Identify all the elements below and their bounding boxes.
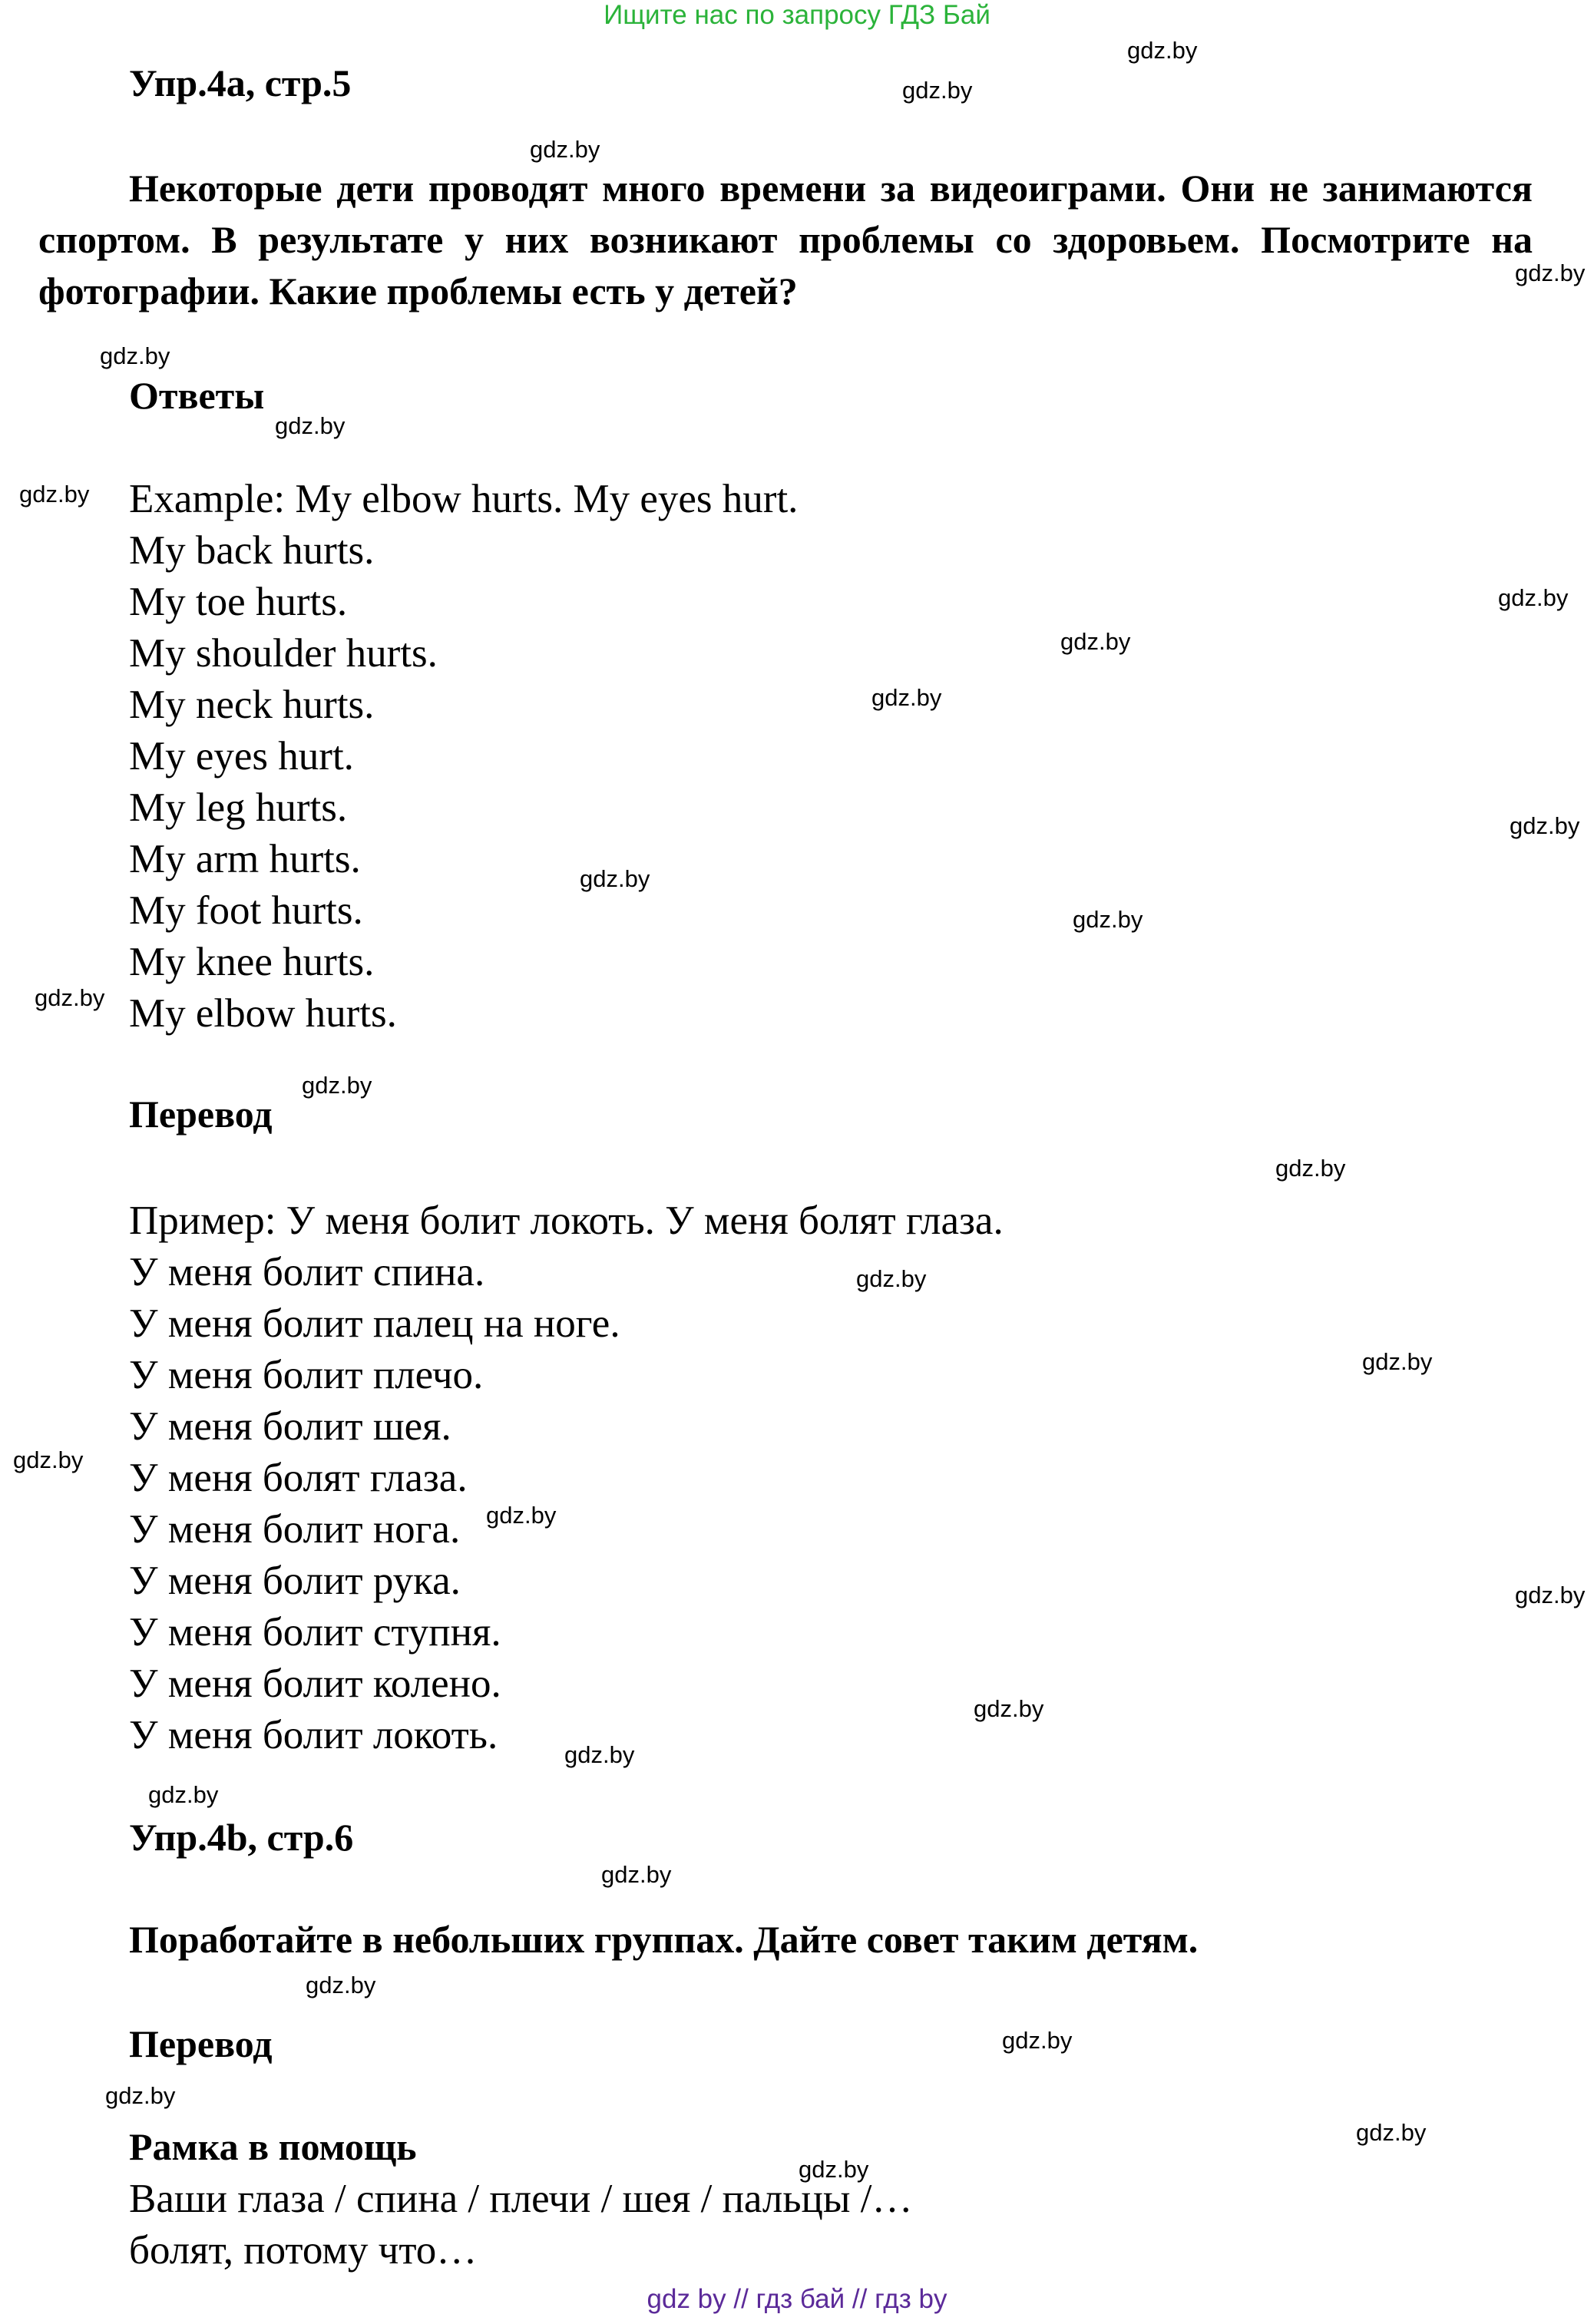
translation-heading-4a: Перевод — [129, 1093, 273, 1136]
help-line: Ваши глаза / спина / плечи / шея / пальцы /… — [129, 2177, 913, 2221]
watermark: gdz.by — [13, 1446, 84, 1473]
translation-line: У меня болит шея. — [129, 1404, 451, 1449]
watermark: gdz.by — [1515, 260, 1586, 286]
translation-line: У меня болит спина. — [129, 1250, 485, 1294]
answer-line: Example: My elbow hurts. My eyes hurt. — [129, 477, 799, 521]
translation-line: У меня болит нога. — [129, 1507, 461, 1552]
watermark: gdz.by — [1510, 812, 1580, 839]
answer-line: My back hurts. — [129, 528, 375, 573]
help-box-lines — [129, 2174, 912, 2276]
watermark: gdz.by — [105, 2082, 176, 2109]
watermark: gdz.by — [974, 1695, 1044, 1722]
watermark: gdz.by — [856, 1265, 927, 1292]
answer-line: My eyes hurt. — [129, 734, 354, 779]
translation-line: У меня болит ступня. — [129, 1610, 501, 1655]
watermark: gdz.by — [1515, 1582, 1586, 1608]
watermark: gdz.by — [1127, 37, 1198, 64]
help-line: болят, потому что… — [129, 2228, 478, 2273]
answer-line: My shoulder hurts. — [129, 631, 438, 676]
watermark: gdz.by — [1362, 1348, 1433, 1375]
watermark: gdz.by — [1002, 2027, 1073, 2054]
watermark: gdz.by — [302, 1072, 372, 1099]
translation-line: Пример: У меня болит локоть. У меня болят глаза. — [129, 1198, 1004, 1243]
watermark: gdz.by — [530, 136, 600, 163]
answers-list — [129, 474, 798, 1040]
watermark: gdz.by — [871, 684, 942, 711]
watermark: gdz.by — [1498, 584, 1569, 611]
watermark: gdz.by — [564, 1741, 635, 1768]
translation-line: У меня болит плечо. — [129, 1353, 484, 1397]
translation-line: У меня болит рука. — [129, 1559, 461, 1603]
watermark: gdz.by — [601, 1861, 672, 1888]
watermark: gdz.by — [580, 865, 650, 892]
watermark: gdz.by — [1356, 2119, 1427, 2146]
watermark: gdz.by — [35, 984, 105, 1011]
watermark: gdz.by — [799, 2156, 869, 2183]
exercise-4b-task: Поработайте в небольших группах. Дайте совет таким детям. — [129, 1918, 1199, 1961]
watermark: gdz.by — [1073, 906, 1143, 933]
watermark: gdz.by — [486, 1502, 557, 1529]
help-box-heading: Рамка в помощь — [129, 2125, 417, 2168]
translation-line: У меня болит палец на ноге. — [129, 1301, 620, 1346]
answer-line: My toe hurts. — [129, 580, 348, 624]
top-banner[interactable]: Ищите нас по запросу ГДЗ Бай — [604, 0, 990, 30]
translation-line: У меня болит колено. — [129, 1661, 501, 1706]
answer-line: My elbow hurts. — [129, 991, 397, 1036]
answer-line: My neck hurts. — [129, 683, 375, 727]
watermark: gdz.by — [275, 412, 346, 439]
watermark: gdz.by — [19, 481, 90, 507]
answer-line: My arm hurts. — [129, 837, 361, 881]
answers-heading: Ответы — [129, 374, 265, 417]
watermark: gdz.by — [1275, 1155, 1346, 1182]
translation-line: У меня болит локоть. — [129, 1713, 498, 1757]
watermark: gdz.by — [100, 342, 170, 369]
answer-line: My leg hurts. — [129, 785, 348, 830]
exercise-4a-task: Некоторые дети проводят много времени за видеоиграми. Они не занимаются спортом. В результате у них возникают проблемы со здоровьем. Посмотрите на фотографии. Какие проблемы есть у детей? — [38, 167, 1533, 312]
exercise-4a-title: Упр.4а, стр.5 — [129, 61, 352, 104]
watermark: gdz.by — [902, 77, 973, 104]
translation-line: У меня болят глаза. — [129, 1456, 468, 1500]
watermark: gdz.by — [306, 1972, 376, 1998]
footer-links[interactable]: gdz by // гдз бай // гдз by — [647, 2284, 947, 2314]
answer-line: My knee hurts. — [129, 940, 375, 984]
exercise-4b-title: Упр.4b, стр.6 — [129, 1816, 354, 1859]
watermark: gdz.by — [148, 1781, 219, 1808]
answer-line: My foot hurts. — [129, 888, 363, 933]
watermark: gdz.by — [1060, 628, 1131, 655]
translation-heading-4b: Перевод — [129, 2022, 273, 2065]
